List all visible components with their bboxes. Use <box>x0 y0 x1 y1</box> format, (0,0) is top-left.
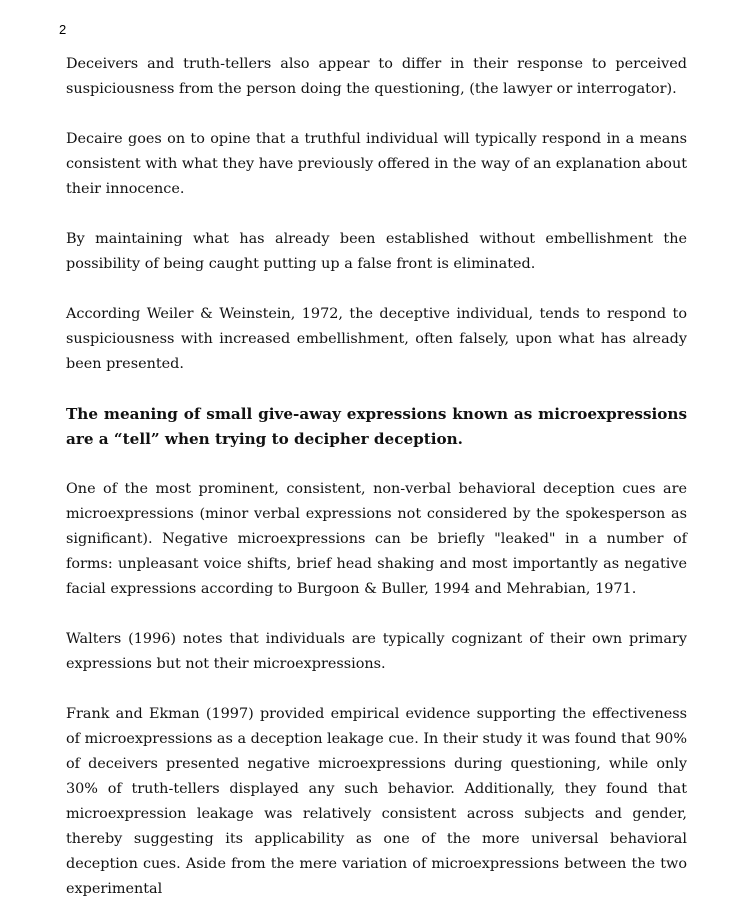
paragraph-suspiciousness: Deceivers and truth-tellers also appear to differ in their response to perceived suspiciousness from the person doing the questioning, (the lawyer or interrogator). <box>66 56 687 97</box>
paragraph-microexpressions: One of the most prominent, consistent, non-verbal behavioral deception cues are microexpressions (minor verbal expressions not considered by the spokesperson as significant). Negative microexpressions can be briefly "leaked" in a number of forms: unpleasant voice shifts, brief head shaking and most importantly as negative facial expressions according to Burgoon & Buller, 1994 and Mehrabian, 1971. <box>66 481 687 597</box>
paragraph-decaire: Decaire goes on to opine that a truthful individual will typically respond in a means consistent with what they have previously offered in the way of an explanation about their innocence. <box>66 131 687 197</box>
document-body <box>66 52 687 902</box>
page-number: 2 <box>59 22 67 37</box>
paragraph-embellishment: By maintaining what has already been established without embellishment the possibility of being caught putting up a false front is eliminated. <box>66 231 687 272</box>
paragraph-walters: Walters (1996) notes that individuals are typically cognizant of their own primary expressions but not their microexpressions. <box>66 631 687 672</box>
section-heading: The meaning of small give-away expressions known as microexpressions are a “tell” when trying to decipher deception. <box>66 405 687 448</box>
paragraph-frank-ekman: Frank and Ekman (1997) provided empirical evidence supporting the effectiveness of microexpressions as a deception leakage cue. In their study it was found that 90% of deceivers presented negative microexpressions during questioning, while only 30% of truth-tellers displayed any such behavior. Additionally, they found that microexpression leakage was relatively consistent across subjects and gender, thereby suggesting its applicability as one of the more universal behavioral deception cues. Aside from the mere variation of microexpressions between the two experimental <box>66 706 687 897</box>
paragraph-weiler-weinstein: According Weiler & Weinstein, 1972, the deceptive individual, tends to respond to suspiciousness with increased embellishment, often falsely, upon what has already been presented. <box>66 306 687 372</box>
